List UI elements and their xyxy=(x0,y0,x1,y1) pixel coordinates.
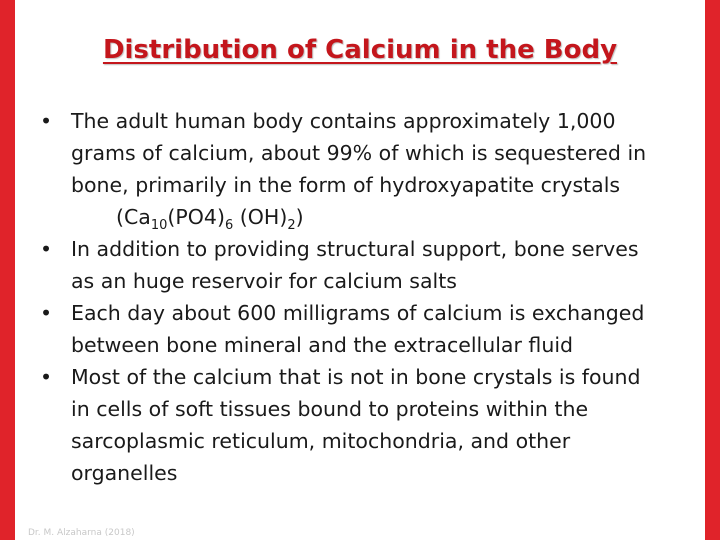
bullet-line: The adult human body contains approximately 1,000 xyxy=(71,109,616,133)
right-accent-bar xyxy=(705,0,720,540)
bullet-line: Most of the calcium that is not in bone crystals is found xyxy=(71,365,641,389)
bullet-item-structural-support xyxy=(40,233,685,297)
bullet-line: bone, primarily in the form of hydroxyapatite crystals xyxy=(71,173,621,197)
bullet-line: grams of calcium, about 99% of which is sequestered in xyxy=(71,141,647,165)
slide-title: Distribution of Calcium in the Body xyxy=(102,35,618,65)
bullet-line: Each day about 600 milligrams of calcium is exchanged xyxy=(71,301,645,325)
bullet-line: in cells of soft tissues bound to proteins within the xyxy=(71,397,589,421)
bullet-line: sarcoplasmic reticulum, mitochondria, and other xyxy=(71,429,571,453)
bullet-mark: • xyxy=(40,365,53,389)
bullet-item-soft-tissue-calcium xyxy=(40,361,685,489)
bullet-mark: • xyxy=(40,109,53,133)
formula-part: ) xyxy=(295,205,304,229)
formula-subscript: 2 xyxy=(287,218,296,234)
bullet-list xyxy=(40,105,685,489)
bullet-line: In addition to providing structural support, bone serves xyxy=(71,237,639,261)
formula-part: (Ca xyxy=(116,205,151,229)
bullet-mark: • xyxy=(40,301,53,325)
bullet-item-calcium-content xyxy=(40,105,685,233)
bullet-line: as an huge reservoir for calcium salts xyxy=(71,269,457,293)
formula-subscript: 10 xyxy=(150,218,168,234)
hydroxyapatite-formula xyxy=(71,201,685,233)
formula-part: (PO4) xyxy=(167,205,225,229)
formula-part: (OH) xyxy=(233,205,288,229)
bullet-mark: • xyxy=(40,237,53,261)
footer-credit: Dr. M. Alzaharna (2018) xyxy=(28,528,135,538)
bullet-line: organelles xyxy=(71,461,178,485)
left-accent-bar xyxy=(0,0,15,540)
bullet-line: between bone mineral and the extracellular fluid xyxy=(71,333,574,357)
bullet-item-daily-exchange xyxy=(40,297,685,361)
formula-subscript: 6 xyxy=(224,218,234,234)
